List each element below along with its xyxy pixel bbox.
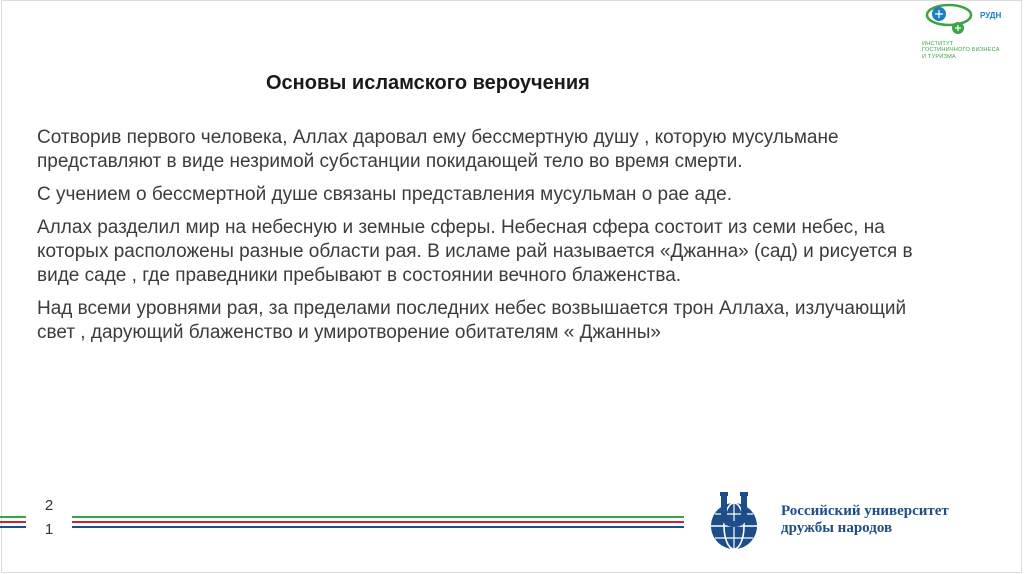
university-name-line: Российский университет <box>781 503 949 519</box>
footer-stripe-red <box>72 521 684 523</box>
university-name <box>781 503 949 537</box>
body-paragraph: Над всеми уровнями рая, за пределами последних небес возвышается трон Аллаха, излучающий свет , дарующий блаженство и умиротворение обитателям « Джанны» <box>37 298 907 343</box>
university-logo <box>706 492 772 557</box>
institute-name-line: ГОСТИНИЧНОГО БИЗНЕСА <box>922 47 1000 54</box>
university-name-line: дружбы народов <box>781 520 893 536</box>
footer-stripe-blue <box>72 526 684 528</box>
institute-name-line: ИНСТИТУТ <box>922 41 954 47</box>
globe-emblem-icon <box>706 492 772 552</box>
page-number-digit: 2 <box>44 497 54 514</box>
footer-stripe-red <box>0 521 26 523</box>
page-number-digit: 1 <box>44 521 54 538</box>
body-paragraph: Аллах разделил мир на небесную и земные сферы. Небесная сфера состоит из семи небес, на которых расположены разные области рая. В исламе рай называется «Джанна» (сад) и рисуется в виде саде , где праведники пребывают в состоянии вечного блаженства. <box>37 217 913 286</box>
slide-body <box>37 126 927 354</box>
body-paragraph: С учением о бессмертной душе связаны представления мусульман о рае аде. <box>37 184 733 205</box>
footer-stripe-green <box>72 516 684 518</box>
institute-name <box>922 41 1018 60</box>
logo-brand-text: РУДН <box>980 11 1002 20</box>
institute-emblem-icon <box>918 2 1018 42</box>
institute-name-line: И ТУРИЗМА <box>922 53 956 60</box>
footer-stripe-blue <box>0 526 26 528</box>
institute-logo <box>918 2 1018 74</box>
footer-stripe-green <box>0 516 26 518</box>
slide-title: Основы исламского вероучения <box>266 72 590 94</box>
body-paragraph: Сотворив первого человека, Аллах даровал ему бессмертную душу , которую мусульмане представляют в виде незримой субстанции покидающей тело во время смерти. <box>37 127 839 172</box>
